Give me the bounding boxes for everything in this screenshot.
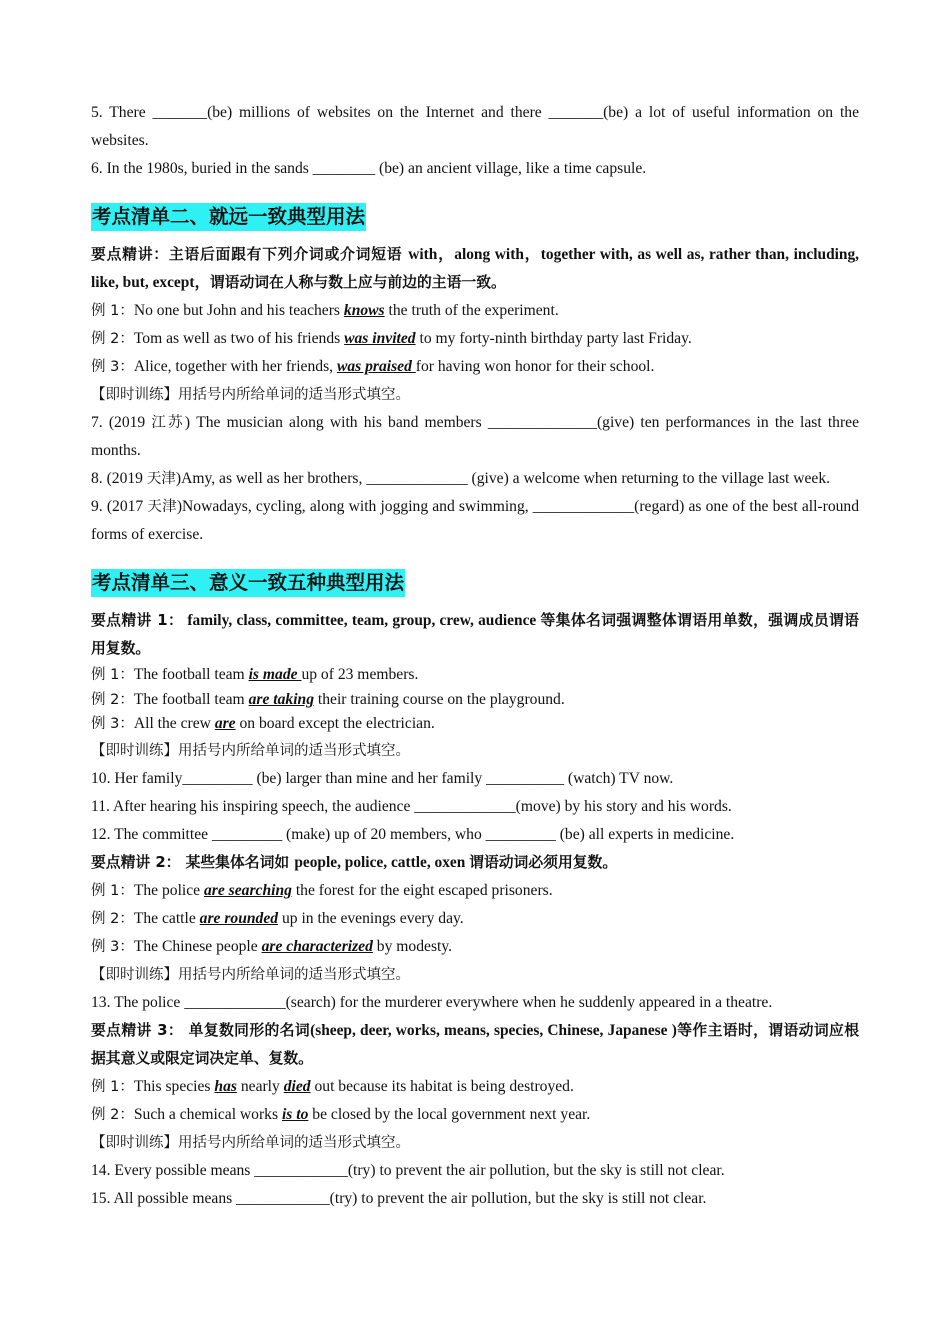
question-15: 15. All possible means ____________(try) to prevent the air pollution, but the sky is still not clear.	[91, 1189, 707, 1207]
k2-example-2: 例 2：The cattle are rounded up in the evenings every day.	[91, 909, 464, 927]
question-5: 5. There _______(be) millions of websites on the Internet and there _______(be) a lot of useful information on the websites.	[91, 104, 859, 149]
question-11: 11. After hearing his inspiring speech, the audience _____________(move) by his story and his words.	[91, 797, 732, 815]
section-3-heading: 考点清单三、意义一致五种典型用法	[91, 569, 405, 597]
section-2-heading-wrap	[91, 203, 859, 231]
question-12: 12. The committee _________ (make) up of 20 members, who _________ (be) all experts in medicine.	[91, 825, 735, 843]
s2-example-3: 例 3：Alice, together with her friends, was praised for having won honor for their school.	[91, 358, 655, 375]
section-2-key-point	[91, 241, 859, 297]
k3-example-1: 例 1：This species has nearly died out because its habitat is being destroyed.	[91, 1077, 574, 1095]
section-3-key-point-1: 要点精讲 1： family, class, committee, team, group, crew, audience 等集体名词强调整体谓语用单数，强调成员谓语用复数。	[91, 612, 859, 657]
s3-practice-label-1: 【即时训练】用括号内所给单词的适当形式填空。	[91, 742, 410, 759]
s3-practice-label-3: 【即时训练】用括号内所给单词的适当形式填空。	[91, 1134, 410, 1151]
k2-example-3: 例 3：The Chinese people are characterized by modesty.	[91, 937, 453, 955]
question-8: 8. (2019 天津)Amy, as well as her brothers, _____________ (give) a welcome when returning to the village last week.	[91, 470, 831, 487]
document-page	[91, 99, 859, 1213]
k1-example-1: 例 1：The football team is made up of 23 members.	[91, 666, 419, 683]
section-3-heading-wrap	[91, 569, 859, 597]
question-13: 13. The police _____________(search) for the murderer everywhere when he suddenly appeared in a theatre.	[91, 993, 773, 1011]
section-3-key-point-3: 要点精讲 3： 单复数同形的名词(sheep, deer, works, means, species, Chinese, Japanese )等作主语时，谓语动词应根据其意义或限定词决定单、复数。	[91, 1021, 859, 1067]
k2-example-1: 例 1：The police are searching the forest for the eight escaped prisoners.	[91, 881, 553, 899]
section-3-key-point-2: 要点精讲 2： 某些集体名词如 people, police, cattle, oxen 谓语动词必须用复数。	[91, 853, 618, 871]
question-10: 10. Her family_________ (be) larger than mine and her family __________ (watch) TV now.	[91, 769, 674, 787]
question-6: 6. In the 1980s, buried in the sands ________ (be) an ancient village, like a time capsule.	[91, 160, 647, 177]
key-label: 要点精讲：	[91, 246, 169, 263]
s2-example-1: 例 1：No one but John and his teachers knows the truth of the experiment.	[91, 302, 559, 319]
section-2-heading: 考点清单二、就远一致典型用法	[91, 203, 366, 231]
k1-example-2: 例 2：The football team are taking their training course on the playground.	[91, 690, 565, 708]
s3-practice-label-2: 【即时训练】用括号内所给单词的适当形式填空。	[91, 966, 410, 983]
k1-example-3: 例 3：All the crew are on board except the electrician.	[91, 715, 435, 732]
key-text-c: 谓语动词在人称与数上应与前边的主语一致。	[209, 274, 506, 291]
key-text-a: 主语后面跟有下列介词或介词短语	[168, 246, 409, 263]
question-7: 7. (2019 江苏) The musician along with his band members ______________(give) ten performances in the last three months.	[91, 414, 860, 459]
s2-example-2: 例 2：Tom as well as two of his friends was invited to my forty-ninth birthday party last Friday.	[91, 330, 692, 347]
question-9: 9. (2017 天津)Nowadays, cycling, along with jogging and swimming, _____________(regard) as one of the best all-round forms of exercise.	[91, 498, 860, 543]
s2-practice-label: 【即时训练】用括号内所给单词的适当形式填空。	[91, 387, 410, 403]
question-14: 14. Every possible means ____________(try) to prevent the air pollution, but the sky is still not clear.	[91, 1161, 725, 1179]
key-text-b: with，along with，together with, as well as, rather than, including, like, but, except，	[91, 246, 860, 291]
k3-example-2: 例 2：Such a chemical works is to be closed by the local government next year.	[91, 1105, 591, 1123]
